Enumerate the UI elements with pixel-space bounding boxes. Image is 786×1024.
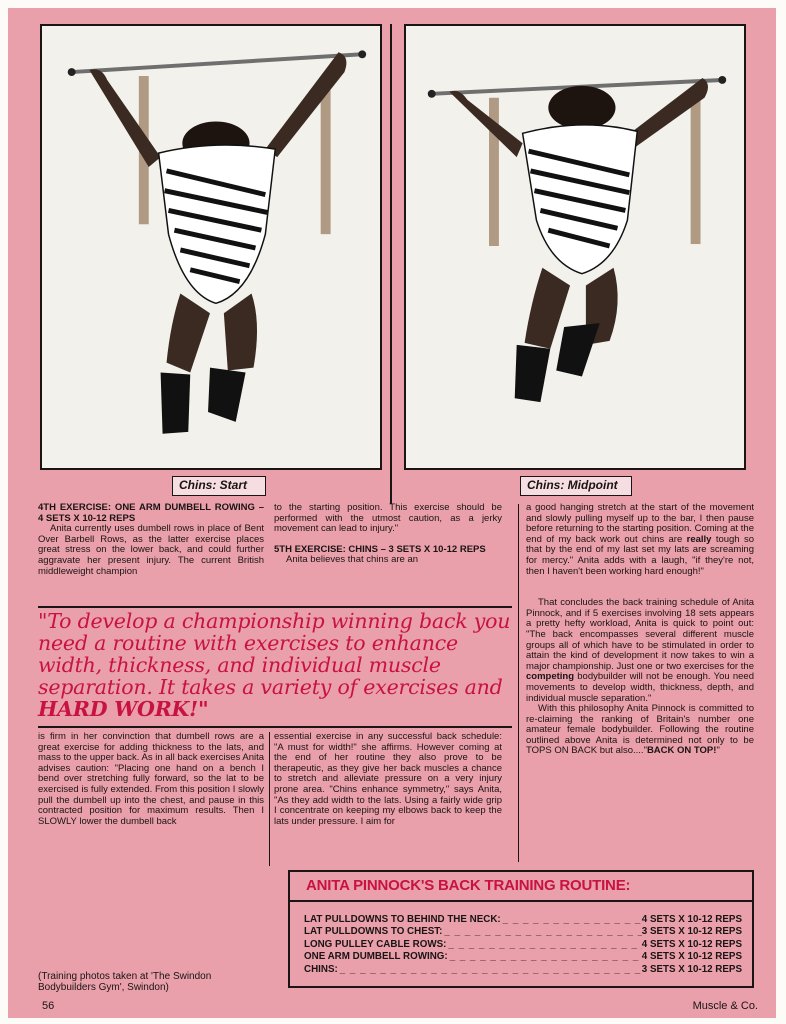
- article-paragraph: to the starting position. This exercise should be performed with the utmost caution, as a jerky movement can lead to injury.": [274, 502, 502, 535]
- routine-sets: 3 SETS X 10-12 REPS: [641, 926, 742, 938]
- text-run-bold: really: [686, 533, 712, 545]
- photo-caption-start: Chins: Start: [172, 476, 266, 496]
- magazine-name: Muscle & Co.: [692, 1000, 758, 1012]
- routine-sets: 3 SETS X 10-12 REPS: [641, 963, 742, 975]
- article-column-2-top: [274, 503, 502, 566]
- routine-sets: 4 SETS X 10-12 REPS: [641, 914, 742, 925]
- text-run: a good hanging stretch at the start of the movement and slowly pulling myself up to the bar, I then pause before returning to the starting position. Coming at the end of my back work out chins are: [526, 502, 754, 545]
- column-divider: [269, 732, 270, 866]
- article-column-1-top: [38, 503, 264, 577]
- magazine-page: [8, 8, 776, 1018]
- routine-row: [304, 914, 742, 926]
- pull-quote-emphasis: HARD WORK!": [38, 697, 209, 721]
- routine-exercise-name: LONG PULLEY CABLE ROWS:: [304, 938, 447, 950]
- routine-title: ANITA PINNOCK'S BACK TRAINING ROUTINE:: [290, 872, 752, 902]
- routine-list: [290, 902, 752, 976]
- routine-sets: 4 SETS X 10-12 REPS: [641, 951, 742, 963]
- routine-leader-dots: [442, 926, 641, 938]
- text-run: bodybuilder will not be enough. You need movements to develop width, thickness, depth, and individual muscle separation.": [526, 671, 754, 704]
- routine-row: [304, 939, 742, 951]
- routine-sets: 4 SETS X 10-12 REPS: [641, 938, 742, 950]
- text-run-bold: competing: [526, 671, 575, 683]
- routine-leader-dots: [501, 914, 642, 926]
- article-column-2-bottom: [274, 732, 502, 827]
- article-paragraph: is firm in her convinction that dumbell rows are a great exercise for adding thickness to the lats, and mass to the upper back. As in all back exercises Anita advises caution: "Placing one hand on a bench I bend over stretching fully forward, so the lat to be exercised is fully extended. From this position I slowly pull the dumbell up into the chest, and pause in this contracted position for maximum results. Then I SLOWLY lower the dumbell back: [38, 731, 265, 827]
- text-run-bold: BACK ON TOP!: [646, 745, 717, 757]
- routine-exercise-name: ONE ARM DUMBELL ROWING:: [304, 951, 448, 963]
- pull-quote: [38, 610, 514, 720]
- routine-leader-dots: [338, 964, 642, 976]
- article-paragraph: Anita believes that chins are an: [286, 554, 419, 566]
- page-number: 56: [42, 1000, 55, 1012]
- athlete-chin-up-start-illustration: [42, 26, 380, 468]
- routine-leader-dots: [448, 951, 642, 963]
- quote-rule-bottom: [38, 726, 512, 728]
- routine-leader-dots: [446, 939, 641, 951]
- routine-exercise-name: CHINS:: [304, 963, 338, 975]
- routine-row: [304, 951, 742, 963]
- exercise-heading-4: 4TH EXERCISE: ONE ARM DUMBELL ROWING – 4 SETS X 10-12 REPS: [38, 502, 264, 524]
- article-paragraph: [526, 704, 754, 757]
- photo-chins-start: [40, 24, 382, 470]
- article-paragraph: essential exercise in any successful back schedule: "A must for width!" she affirms. However coming at the end of her routine they also prove to be therapeutic, as they give her back muscles a chance to stretch and alleviate pressure on a very injury prone area. "Chins enhance symmetry," says Anita, "As they add width to the lats. Using a fairly wide grip I concentrate on keeping my elbows back to keep the lats under pressure. I aim for: [274, 731, 502, 827]
- column-divider: [518, 504, 519, 862]
- routine-row: [304, 926, 742, 938]
- center-divider: [390, 24, 392, 504]
- routine-exercise-name: LAT PULLDOWNS TO BEHIND THE NECK:: [304, 914, 501, 925]
- article-paragraph: Anita currently uses dumbell rows in place of Bent Over Barbell Rows, as the latter exercise places great stress on the lower back, and could further aggravate her present injury. The current British middleweight champion: [38, 523, 264, 577]
- text-run: ": [716, 745, 720, 757]
- routine-exercise-name: LAT PULLDOWNS TO CHEST:: [304, 926, 443, 938]
- article-paragraph: [526, 503, 754, 577]
- exercise-heading-5: 5TH EXERCISE: CHINS – 3 SETS X 10-12 REPS: [274, 543, 486, 555]
- routine-row: [304, 964, 742, 976]
- photo-caption-midpoint: Chins: Midpoint: [520, 476, 632, 496]
- text-run: With this philosophy Anita Pinnock is committed to re-claiming the ranking of Britain's number one amateur female bodybuilder. Following the routine outlined above Anita is determined not only to be TOPS ON BACK but also....": [526, 703, 754, 757]
- article-column-1-bottom: [38, 732, 264, 827]
- pull-quote-text: "To develop a championship winning back you need a routine with exercises to enhance width, thickness, and individual muscle separation. It takes a variety of exercises and: [38, 609, 511, 699]
- photo-chins-midpoint: [404, 24, 746, 470]
- routine-box: [288, 870, 754, 988]
- article-column-3: [526, 503, 754, 757]
- text-run: That concludes the back training schedule of Anita Pinnock, and if 5 exercises involving 18 sets appears a pretty hefty workload, Anita is quick to point out: "The back encompasses several different muscle groups all of which have to be stimulated in order to attain the kind of development it now takes to win a major championship. Just one or two exercises for the: [526, 597, 754, 672]
- photo-credit: (Training photos taken at 'The Swindon Bodybuilders Gym', Swindon): [38, 971, 212, 993]
- athlete-chin-up-midpoint-illustration: [406, 26, 744, 468]
- text-run: tough so that by the end of my last set my lats are screaming for mercy." Anita adds with a laugh, "if they're not, then I haven't been working hard enough!": [526, 533, 754, 577]
- article-paragraph: [526, 598, 754, 704]
- quote-rule-top: [38, 606, 512, 608]
